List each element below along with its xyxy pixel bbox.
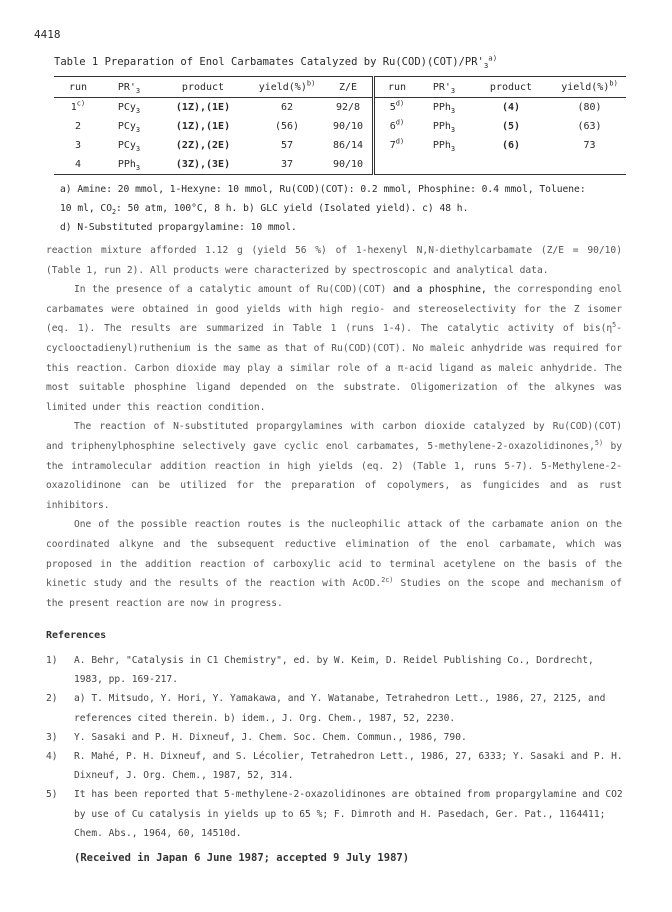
- reference-item: 4) R. Mahé, P. H. Dixneuf, and S. Lécolier, Tetrahedron Lett., 1986, 27, 6333; Y. Sasaki and P. H. Dixneuf, J. Org. Chem., 1987, 52, 314.: [46, 751, 623, 782]
- col-header: $PR'_3$: [102, 77, 156, 98]
- paragraph: In the presence of a catalytic amount of Ru(COD)(COT) and a phosphine, the corresponding enol carbamates were obtained in good yields with high regio- and stereoselectivity for the Z isomer (eq. 1). The results are summarized in Table 1 (runs 1-4). The catalytic activity of $bis(\eta^5-cyclooctadienyl)ruthenium$ is the same as that of Ru(COD)(COT). No maleic anhydride was required for this reaction. Carbon dioxide may play a similar role of a π-acid ligand as maleic anhydride. The most suitable phosphine ligand depended on the substrate. Oligomerization of the alkynes was limited under this reaction condition.: [46, 284, 622, 413]
- table-caption: Table 1 Preparation of Enol Carbamates Catalyzed by $Ru(COD)(COT)/PR'_3^{a)}$: [54, 53, 498, 71]
- col-header: yield(%)$^{b)}$: [553, 77, 626, 98]
- results-table: [54, 76, 626, 175]
- references-heading: References: [46, 630, 107, 641]
- paragraph: reaction mixture afforded 1.12 g (yield 56 %) of 1-hexenyl N,N-diethylcarbamate (Z/E = 90/10) (Table 1, run 2). All products were characterized by spectroscopic and analytical data.: [46, 245, 622, 276]
- reference-item: 3) Y. Sasaki and P. H. Dixneuf, J. Chem. Soc. Chem. Commun., 1986, 790.: [46, 731, 467, 743]
- paragraph: One of the possible reaction routes is the nucleophilic attack of the carbamate anion on the coordinated alkyne and the subsequent reductive elimination of the enol carbamate, which was proposed in the addition reaction of carboxylic acid to terminal acetylene on the basis of the kinetic study and the results of the reaction with AcOD.$^{2c)}$ Studies on the scope and mechanism of the present reaction are now in progress.: [46, 519, 622, 609]
- col-header: run: [54, 77, 102, 98]
- references-list: [46, 651, 624, 843]
- table-row: 3 PCy$_3$ (2Z),(2E) 57 86/14 7$^{d)}$ PPh$_3$ (6) 73: [74, 137, 596, 153]
- paragraph: The reaction of N-substituted propargylamines with carbon dioxide catalyzed by Ru(COD)(COT) and triphenylphosphine selectively gave cyclic enol carbamates, 5-methylene-2-oxazolidinones,$^{5)}$ by the intramolecular addition reaction in high yields (eq. 2) (Table 1, runs 5-7). 5-Methylene-2-oxazolidinone can be utilized for the preparation of copolymers, as fungicides and as rust inhibitors.: [46, 421, 623, 511]
- col-header: product: [469, 77, 553, 98]
- col-header: Z/E: [324, 77, 374, 98]
- table-row: 4 PPh$_3$ (3Z),(3E) 37 90/10: [54, 155, 626, 175]
- footnote-a-cont: 10 ml, $CO_2$: 50 atm, 100°C, 8 h. b) GLC yield (Isolated yield). c) 48 h.: [60, 203, 469, 216]
- received-line: (Received in Japan 6 June 1987; accepted 9 July 1987): [74, 852, 410, 864]
- col-header: $PR'_3$: [419, 77, 469, 98]
- body-text: [46, 241, 622, 613]
- reference-item: 1) A. Behr, "Catalysis in C1 Chemistry", ed. by W. Keim, D. Reidel Publishing Co., Dordrecht, 1983, pp. 169-217.: [46, 655, 594, 686]
- table-footnotes: [60, 180, 586, 237]
- page-number: 4418: [34, 28, 61, 41]
- table-row: 1$^{c)}$ PCy$_3$ (1Z),(1E) 62 92/8 5$^{d)}$ PPh$_3$ (4) (80): [54, 98, 626, 118]
- footnote-d: d) N-Substituted propargylamine: 10 mmol.: [60, 222, 297, 233]
- footnote-a: a) Amine: 20 mmol, 1-Hexyne: 10 mmol, Ru(COD)(COT): 0.2 mmol, Phosphine: 0.4 mmol, Toluene:: [60, 184, 586, 195]
- table-row: 2 PCy$_3$ (1Z),(1E) (56) 90/10 6$^{d)}$ PPh$_3$ (5) (63): [74, 118, 602, 134]
- col-header: run: [374, 77, 420, 98]
- col-header: yield(%)$^{b)}$: [250, 77, 324, 98]
- col-header: product: [156, 77, 250, 98]
- reference-item: 2) a) T. Mitsudo, Y. Hori, Y. Yamakawa, and Y. Watanabe, Tetrahedron Lett., 1986, 27, 2125, and references cited therein. b) idem., J. Org. Chem., 1987, 52, 2230.: [46, 693, 606, 724]
- reference-item: 5) It has been reported that 5-methylene-2-oxazolidinones are obtained from propargylamine and CO2 by use of Cu catalysis in yields up to 65 %; F. Dimroth and H. Pasedach, Ger. Pat., 1164411; Chem. Abs., 1964, 60, 14510d.: [46, 789, 623, 839]
